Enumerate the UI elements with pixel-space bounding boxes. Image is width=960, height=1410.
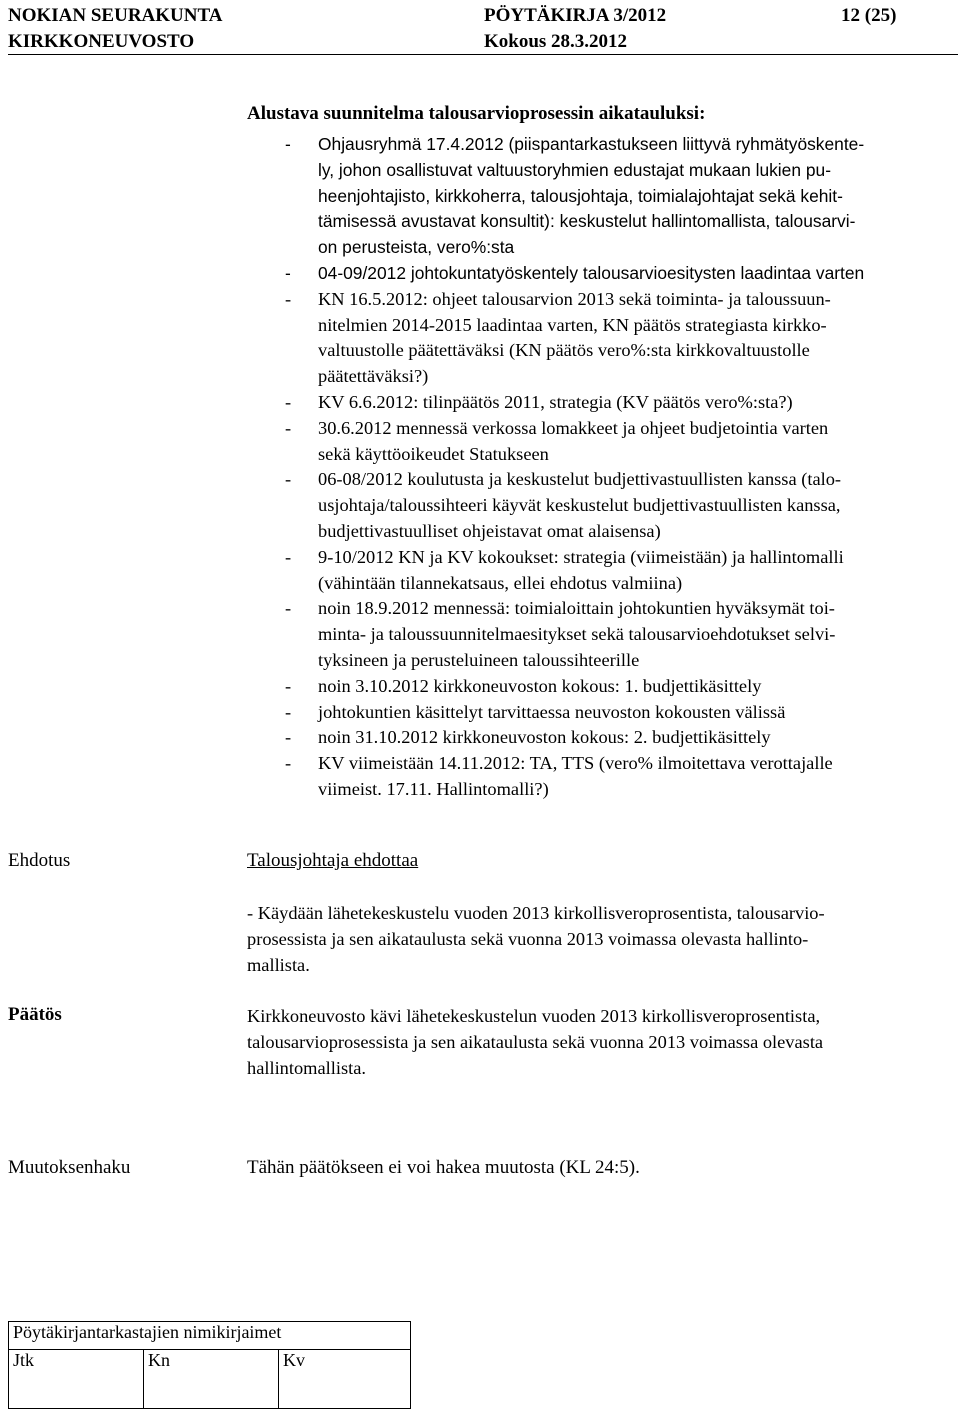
schedule-item-line: noin 18.9.2012 mennessä: toimialoittain johtokuntien hyväksymät toi- xyxy=(318,598,835,619)
proposal-heading: Talousjohtaja ehdottaa xyxy=(247,850,419,871)
header-rule xyxy=(8,54,958,55)
schedule-item-line: 06-08/2012 koulutusta ja keskustelut budjettivastuullisten kanssa (talo- xyxy=(318,469,842,490)
initials-col-jtk: Jtk xyxy=(9,1350,144,1409)
schedule-item-line: minta- ja taloussuunnitelmaesitykset sekä talousarvioehdotukset selvi- xyxy=(318,624,836,645)
schedule-item-dash: - xyxy=(285,675,292,696)
decision-label: Päätös xyxy=(8,1004,62,1025)
schedule-item-line: noin 3.10.2012 kirkkoneuvoston kokous: 1. budjettikäsittely xyxy=(318,675,762,696)
org-name: NOKIAN SEURAKUNTA xyxy=(8,5,223,26)
schedule-item-line: 30.6.2012 mennessä verkossa lomakkeet ja ohjeet budjetointia varten xyxy=(318,417,829,438)
schedule-item-line: ly, johon osallistuvat valtuustoryhmien edustajat mukaan lukien pu- xyxy=(318,159,831,180)
schedule-item-line: Ohjausryhmä 17.4.2012 (piispantarkastukseen liittyvä ryhmätyöskente- xyxy=(318,134,865,154)
initials-title: Pöytäkirjantarkastajien nimikirjaimet xyxy=(9,1322,411,1350)
decision-line: Kirkkoneuvosto kävi lähetekeskustelun vuoden 2013 kirkollisveroprosentista, xyxy=(247,1006,821,1026)
schedule-item-line: 9-10/2012 KN ja KV kokoukset: strategia (viimeistään) ja hallintomalli xyxy=(318,546,844,567)
document-type: PÖYTÄKIRJA 3/2012 xyxy=(484,5,667,26)
schedule-item-dash: - xyxy=(285,392,292,412)
page-number: 12 (25) xyxy=(841,5,897,26)
schedule-item-dash: - xyxy=(285,417,292,438)
meeting-date: Kokous 28.3.2012 xyxy=(484,31,628,52)
proposal-line: - Käydään lähetekeskustelu vuoden 2013 kirkollisveroprosentista, talousarvio- xyxy=(247,903,825,923)
schedule-item-line: KV 6.6.2012: tilinpäätös 2011, strategia (KV päätös vero%:sta?) xyxy=(318,392,793,412)
schedule-item-line: tyksineen ja perusteluineen taloussihteerille xyxy=(318,650,640,670)
schedule-item-line: KN 16.5.2012: ohjeet talousarvion 2013 sekä toiminta- ja taloussuun- xyxy=(318,288,831,309)
schedule-item-line: sekä käyttöoikeudet Statukseen xyxy=(318,443,549,464)
schedule-item-line: johtokuntien käsittelyt tarvittaessa neuvoston kokousten välissä xyxy=(318,701,786,722)
schedule-item-line: valtuustolle päätettäväksi (KN päätös vero%:sta kirkkovaltuustolle xyxy=(318,340,810,361)
appeal-text: Tähän päätökseen ei voi hakea muutosta (KL 24:5). xyxy=(247,1157,640,1178)
schedule-item-dash: - xyxy=(285,134,291,154)
initials-table xyxy=(8,1321,411,1409)
schedule-item-dash: - xyxy=(285,288,292,309)
appeal-label: Muutoksenhaku xyxy=(8,1157,131,1178)
proposal-line: prosessista ja sen aikataulusta sekä vuonna 2013 voimassa olevasta hallinto- xyxy=(247,928,809,949)
proposal-label: Ehdotus xyxy=(8,850,71,871)
schedule-item-dash: - xyxy=(285,546,292,567)
schedule-item-dash: - xyxy=(285,598,292,619)
schedule-item-line: noin 31.10.2012 kirkkoneuvoston kokous: 2. budjettikäsittely xyxy=(318,727,771,748)
schedule-item-line: tämisessä avustavat konsultit): keskustelut hallintomallista, talousarvi- xyxy=(318,211,856,232)
schedule-item-dash: - xyxy=(285,727,292,748)
schedule-item-dash: - xyxy=(285,263,291,283)
schedule-item-line: 04-09/2012 johtokuntatyöskentely talousarvioesitysten laadintaa varten xyxy=(318,263,865,283)
schedule-item-dash: - xyxy=(285,701,292,722)
schedule-item-line: nitelmien 2014-2015 laadintaa varten, KN päätös strategiasta kirkko- xyxy=(318,314,827,335)
schedule-item-line: KV viimeistään 14.11.2012: TA, TTS (vero% ilmoitettava verottajalle xyxy=(318,753,833,774)
schedule-item-dash: - xyxy=(285,469,292,490)
schedule-item-line: (vähintään tilannekatsaus, ellei ehdotus valmiina) xyxy=(318,572,683,593)
decision-line: hallintomallista. xyxy=(247,1057,367,1078)
schedule-item-line: päätettäväksi?) xyxy=(318,366,429,387)
decision-line: talousarvioprosessista ja sen aikataulusta sekä vuonna 2013 voimassa olevasta xyxy=(247,1031,824,1052)
schedule-item-line: on perusteista, vero%:sta xyxy=(318,237,515,258)
schedule-item-dash: - xyxy=(285,753,292,774)
proposal-line: mallista. xyxy=(247,954,310,975)
section-title: Alustava suunnitelma talousarvioprosessin aikatauluksi: xyxy=(247,103,706,124)
schedule-item-line: heenjohtajisto, kirkkoherra, talousjohtaja, toimialajohtajat sekä kehit- xyxy=(318,185,843,206)
initials-col-kn: Kn xyxy=(144,1350,279,1409)
schedule-item-line: viimeist. 17.11. Hallintomalli?) xyxy=(318,779,549,799)
schedule-item-line: usjohtaja/taloussihteeri käyvät keskustelut budjettivastuullisten kanssa, xyxy=(318,495,841,516)
org-unit: KIRKKONEUVOSTO xyxy=(8,31,195,52)
schedule-item-line: budjettivastuulliset ohjeistavat omat alaisensa) xyxy=(318,521,661,541)
initials-col-kv: Kv xyxy=(279,1350,411,1409)
